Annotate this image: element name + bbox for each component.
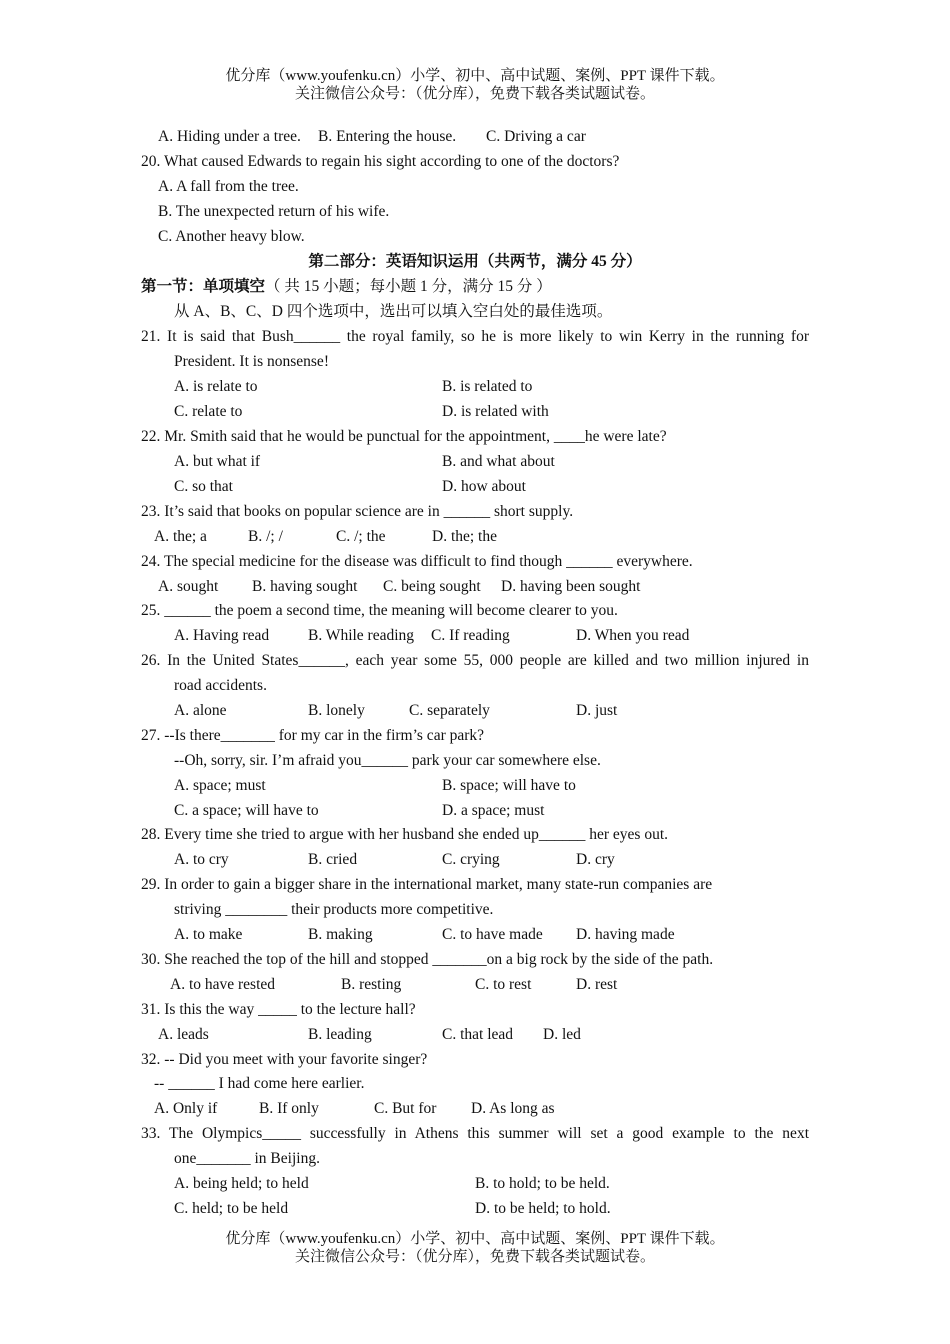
q25-option-d: D. When you read	[576, 627, 690, 644]
q32-stem-line2: -- ______ I had come here earlier.	[154, 1075, 365, 1092]
q24-stem: 24. The special medicine for the disease was difficult to find though ______ everywhere.	[141, 553, 693, 570]
q22-stem: 22. Mr. Smith said that he would be punctual for the appointment, ____he were late?	[141, 428, 667, 445]
q19-option-c: C. Driving a car	[486, 128, 586, 145]
page-header-line1: 优分库（www.youfenku.cn）小学、初中、高中试题、案例、PPT 课件下载。	[225, 68, 725, 84]
q33-option-b: B. to hold; to be held.	[475, 1175, 610, 1192]
section1-note: （ 共 15 小题；每小题 1 分，满分 15 分 ）	[265, 278, 552, 295]
q28-option-a: A. to cry	[174, 851, 229, 868]
q30-stem: 30. She reached the top of the hill and stopped _______on a big rock by the side of the path.	[141, 951, 714, 968]
q20-option-b: B. The unexpected return of his wife.	[158, 203, 390, 220]
q24-option-d: D. having been sought	[501, 578, 641, 595]
q33-option-d: D. to be held; to hold.	[475, 1200, 611, 1217]
q32-option-d: D. As long as	[471, 1100, 555, 1117]
q32-option-c: C. But for	[374, 1100, 437, 1117]
q21-stem-line1: 21. It is said that Bush______ the royal family, so he is more likely to win Kerry in the running for	[141, 328, 809, 345]
q26-option-d: D. just	[576, 702, 618, 719]
part2-title: 第二部分：英语知识运用（共两节，满分 45 分）	[308, 253, 642, 270]
q25-option-c: C. If reading	[431, 627, 510, 644]
q24-option-c: C. being sought	[383, 578, 481, 595]
q29-stem-line1: 29. In order to gain a bigger share in the international market, many state-run companies are	[141, 876, 713, 893]
q27-option-c: C. a space; will have to	[174, 802, 319, 819]
q25-option-a: A. Having read	[174, 627, 270, 644]
q30-option-b: B. resting	[341, 976, 402, 993]
q25-stem: 25. ______ the poem a second time, the meaning will become clearer to you.	[141, 602, 618, 619]
q21-option-d: D. is related with	[442, 403, 549, 420]
q23-option-b: B. /; /	[248, 528, 283, 545]
q28-option-d: D. cry	[576, 851, 615, 868]
q32-option-b: B. If only	[259, 1100, 319, 1117]
q26-stem-line2: road accidents.	[174, 677, 267, 694]
q22-option-c: C. so that	[174, 478, 233, 495]
q21-option-b: B. is related to	[442, 378, 533, 395]
q20-stem: 20. What caused Edwards to regain his sight according to one of the doctors?	[141, 153, 620, 170]
section1-title: 第一节：单项填空	[141, 278, 266, 295]
q33-option-c: C. held; to be held	[174, 1200, 289, 1217]
q32-option-a: A. Only if	[154, 1100, 218, 1117]
q24-option-b: B. having sought	[252, 578, 358, 595]
q21-option-c: C. relate to	[174, 403, 243, 420]
q23-option-c: C. /; the	[336, 528, 386, 545]
q33-stem-line1: 33. The Olympics_____ successfully in Athens this summer will set a good example to the next	[141, 1125, 809, 1142]
q23-option-a: A. the; a	[154, 528, 207, 545]
q30-option-c: C. to rest	[475, 976, 532, 993]
q32-stem-line1: 32. -- Did you meet with your favorite singer?	[141, 1051, 428, 1068]
section1-heading	[141, 277, 552, 297]
q33-option-a: A. being held; to held	[174, 1175, 309, 1192]
q23-option-d: D. the; the	[432, 528, 497, 545]
q31-stem: 31. Is this the way _____ to the lecture hall?	[141, 1001, 416, 1018]
q31-option-b: B. leading	[308, 1026, 372, 1043]
q20-option-c: C. Another heavy blow.	[158, 228, 305, 245]
q27-option-a: A. space; must	[174, 777, 266, 794]
q29-stem-line2: striving ________ their products more competitive.	[174, 901, 494, 918]
q27-stem-line2: --Oh, sorry, sir. I’m afraid you______ park your car somewhere else.	[174, 752, 601, 769]
q29-option-d: D. having made	[576, 926, 675, 943]
q27-stem-line1: 27. --Is there_______ for my car in the firm’s car park?	[141, 727, 485, 744]
q26-option-a: A. alone	[174, 702, 227, 719]
q19-option-a: A. Hiding under a tree.	[158, 128, 301, 145]
q31-option-d: D. led	[543, 1026, 581, 1043]
q29-option-b: B. making	[308, 926, 373, 943]
q29-option-c: C. to have made	[442, 926, 543, 943]
q22-option-d: D. how about	[442, 478, 526, 495]
q25-option-b: B. While reading	[308, 627, 415, 644]
q22-option-a: A. but what if	[174, 453, 261, 470]
page-header-line2: 关注微信公众号：（优分库），免费下载各类试题试卷。	[294, 86, 655, 102]
q33-stem-line2: one_______ in Beijing.	[174, 1150, 320, 1167]
q21-option-a: A. is relate to	[174, 378, 258, 395]
q29-option-a: A. to make	[174, 926, 243, 943]
q30-option-d: D. rest	[576, 976, 618, 993]
q31-option-a: A. leads	[158, 1026, 209, 1043]
page-footer-line2: 关注微信公众号：（优分库），免费下载各类试题试卷。	[294, 1249, 655, 1265]
q28-option-b: B. cried	[308, 851, 358, 868]
q31-option-c: C. that lead	[442, 1026, 514, 1043]
q28-option-c: C. crying	[442, 851, 500, 868]
q21-stem-line2: President. It is nonsense!	[174, 353, 329, 370]
q23-stem: 23. It’s said that books on popular science are in ______ short supply.	[141, 503, 574, 520]
q30-option-a: A. to have rested	[170, 976, 276, 993]
q27-option-d: D. a space; must	[442, 802, 545, 819]
q26-option-b: B. lonely	[308, 702, 365, 719]
q22-option-b: B. and what about	[442, 453, 555, 470]
q26-option-c: C. separately	[409, 702, 490, 719]
q20-option-a: A. A fall from the tree.	[158, 178, 299, 195]
q28-stem: 28. Every time she tried to argue with her husband she ended up______ her eyes out.	[141, 826, 669, 843]
q26-stem-line1: 26. In the United States______, each year some 55, 000 people are killed and two million injured in	[141, 652, 809, 669]
q19-option-b: B. Entering the house.	[318, 128, 457, 145]
q27-option-b: B. space; will have to	[442, 777, 576, 794]
section1-instruction: 从 A、B、C、D 四个选项中，选出可以填入空白处的最佳选项。	[174, 303, 613, 320]
q24-option-a: A. sought	[158, 578, 219, 595]
page-footer-line1: 优分库（www.youfenku.cn）小学、初中、高中试题、案例、PPT 课件下载。	[225, 1231, 725, 1247]
